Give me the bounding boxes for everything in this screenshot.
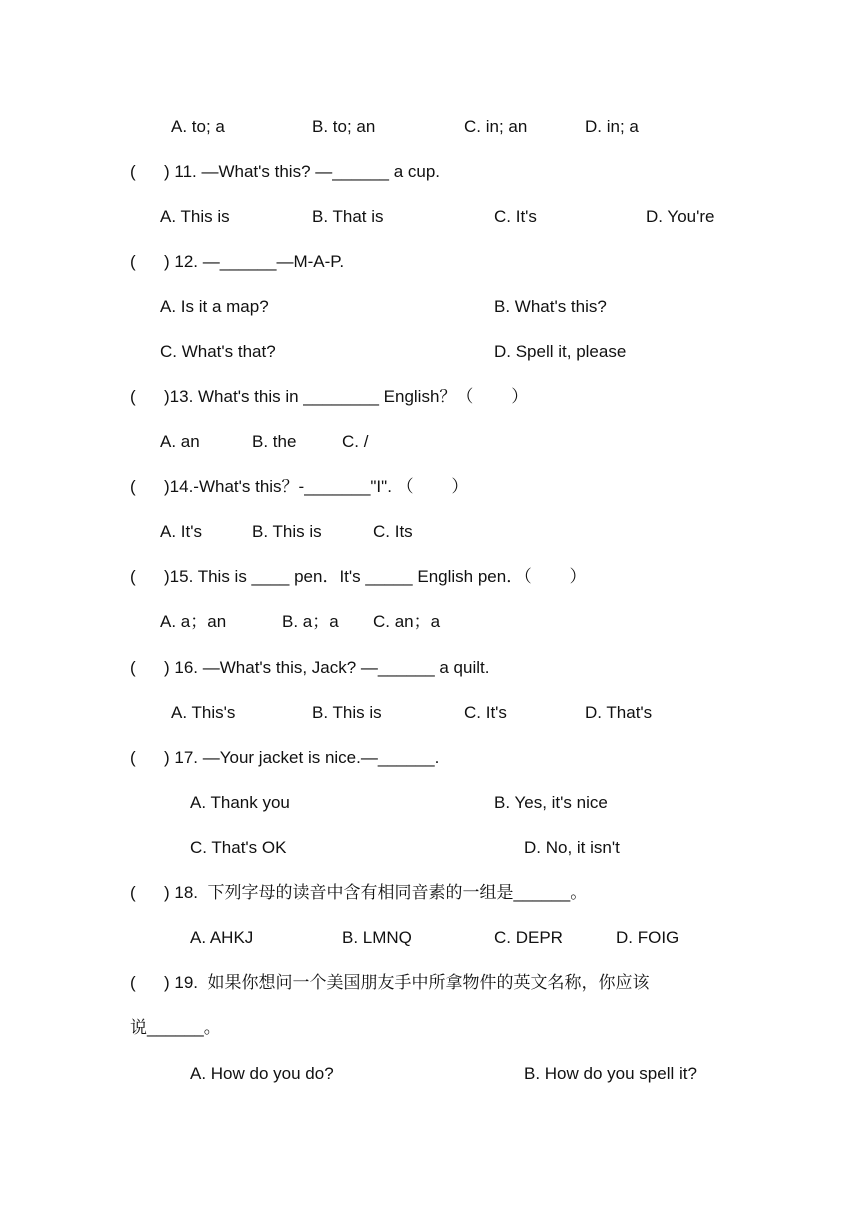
q13-option-a: A. an: [160, 432, 200, 451]
q11-option-c: C. It's: [494, 207, 537, 226]
q10-option-d: D. in; a: [585, 117, 639, 136]
q15-option-b: B. a；a: [282, 612, 339, 631]
q14-option-c: C. Its: [373, 522, 413, 541]
q17-stem: ( ) 17. —Your jacket is nice.—______.: [130, 748, 440, 767]
q16-option-b: B. This is: [312, 703, 382, 722]
q17-option-a: A. Thank you: [190, 793, 290, 812]
q12-option-b: B. What's this?: [494, 297, 607, 316]
q18-option-d: D. FOIG: [616, 928, 680, 947]
q17-option-c: C. That's OK: [190, 838, 287, 857]
q13-option-c: C. /: [342, 432, 369, 451]
q15-stem: ( )15. This is ____ pen．It's _____ English pen．（ ）: [130, 567, 587, 586]
q13-option-b: B. the: [252, 432, 297, 451]
q18-stem: ( ) 18. 下列字母的读音中含有相同音素的一组是______。: [130, 883, 588, 902]
q14-option-b: B. This is: [252, 522, 322, 541]
q18-option-a: A. AHKJ: [190, 928, 254, 947]
q17-option-d: D. No, it isn't: [524, 838, 620, 857]
q12-option-c: C. What's that?: [160, 342, 276, 361]
q19-option-a: A. How do you do?: [190, 1064, 334, 1083]
q11-stem: ( ) 11. —What's this? —______ a cup.: [130, 162, 441, 181]
q12-option-a: A. Is it a map?: [160, 297, 269, 316]
q17-option-b: B. Yes, it's nice: [494, 793, 608, 812]
q15-option-c: C. an；a: [373, 612, 441, 631]
q18-option-c: C. DEPR: [494, 928, 563, 947]
q16-stem: ( ) 16. —What's this, Jack? —______ a quilt.: [130, 658, 490, 677]
q10-option-b: B. to; an: [312, 117, 376, 136]
q14-option-a: A. It's: [160, 522, 202, 541]
q16-option-c: C. It's: [464, 703, 507, 722]
q15-option-a: A. a；an: [160, 612, 227, 631]
q11-option-b: B. That is: [312, 207, 384, 226]
q16-option-a: A. This's: [171, 703, 236, 722]
q11-option-a: A. This is: [160, 207, 230, 226]
q11-option-d: D. You're: [646, 207, 715, 226]
q10-option-c: C. in; an: [464, 117, 528, 136]
q10-option-a: A. to; a: [171, 117, 225, 136]
q19-stem: ( ) 19. 如果你想问一个美国朋友手中所拿物件的英文名称，你应该: [130, 973, 650, 992]
q18-option-b: B. LMNQ: [342, 928, 412, 947]
q14-stem: ( )14.-What's this？-_______"I". （ ）: [130, 477, 469, 496]
q19-option-b: B. How do you spell it?: [524, 1064, 697, 1083]
q13-stem: ( )13. What's this in ________ English？（ ）: [130, 387, 529, 406]
q19-stem-continued: 说______。: [130, 1018, 221, 1037]
q12-option-d: D. Spell it, please: [494, 342, 627, 361]
q16-option-d: D. That's: [585, 703, 653, 722]
q12-stem: ( ) 12. —______—M-A-P.: [130, 252, 345, 271]
